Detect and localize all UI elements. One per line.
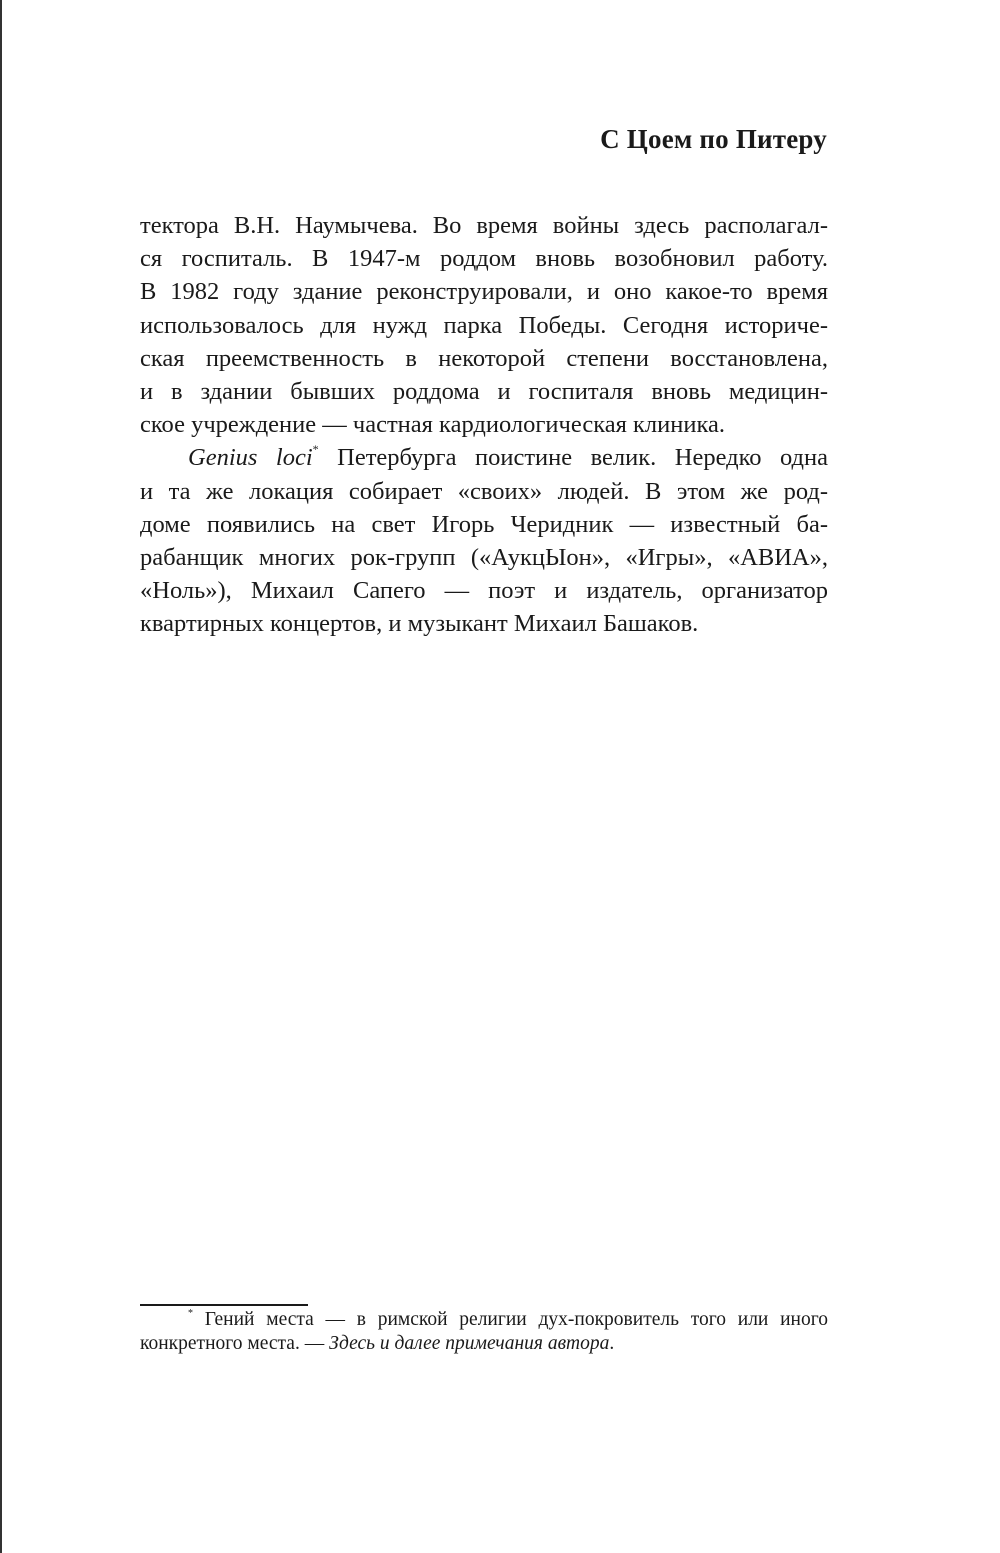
text-line: ская преемственность в некоторой степени восстановлена,	[140, 344, 828, 372]
footnote-line-2	[140, 1332, 828, 1356]
text-line: и в здании бывших роддома и госпиталя вновь медицин-	[140, 377, 828, 405]
footnote-reference[interactable]: *	[312, 442, 319, 457]
text-line: и та же локация собирает «своих» людей. В этом же род-	[140, 477, 828, 505]
text-line: использовалось для нужд парка Победы. Сегодня историче-	[140, 311, 828, 339]
text-line-first	[140, 441, 828, 474]
footnote-mark: *	[188, 1308, 193, 1319]
text-line-rest: Петербурга поистине велик. Нередко одна	[318, 444, 828, 472]
running-head: С Цоем по Питеру	[600, 124, 827, 154]
genius-loci-term: Genius loci	[188, 444, 313, 472]
text-line: квартирных концертов, и музыкант Михаил Башаков.	[140, 610, 699, 638]
footnote-line-1	[140, 1308, 828, 1332]
text-line: рабанщик многих рок-групп («АукцЫон», «Игры», «АВИА»,	[140, 543, 828, 571]
footnote-text: конкретного места. —	[140, 1333, 330, 1354]
paragraph-1	[140, 209, 828, 441]
footnote	[140, 1308, 828, 1356]
footnote-text: Гений места — в римской религии дух-покровитель того или иного	[193, 1309, 828, 1330]
text-line: «Ноль»), Михаил Сапего — поэт и издатель, организатор	[140, 577, 828, 605]
text-line: ся госпиталь. В 1947-м роддом вновь возобновил работу.	[140, 245, 828, 273]
text-line: В 1982 году здание реконструировали, и оно какое-то время	[140, 278, 828, 306]
body-text	[140, 209, 828, 640]
text-line: доме появились на свет Игорь Черидник — известный ба-	[140, 510, 828, 538]
text-line: тектора В.Н. Наумычева. Во время войны здесь располагал-	[140, 212, 828, 239]
author-note: Здесь и далее примечания автора	[329, 1333, 610, 1354]
page-left-edge	[0, 0, 2, 1553]
footnote-period: .	[609, 1333, 615, 1354]
paragraph-2	[140, 441, 828, 640]
text-line: ское учреждение — частная кардиологическая клиника.	[140, 411, 725, 439]
footnote-divider	[140, 1304, 308, 1306]
